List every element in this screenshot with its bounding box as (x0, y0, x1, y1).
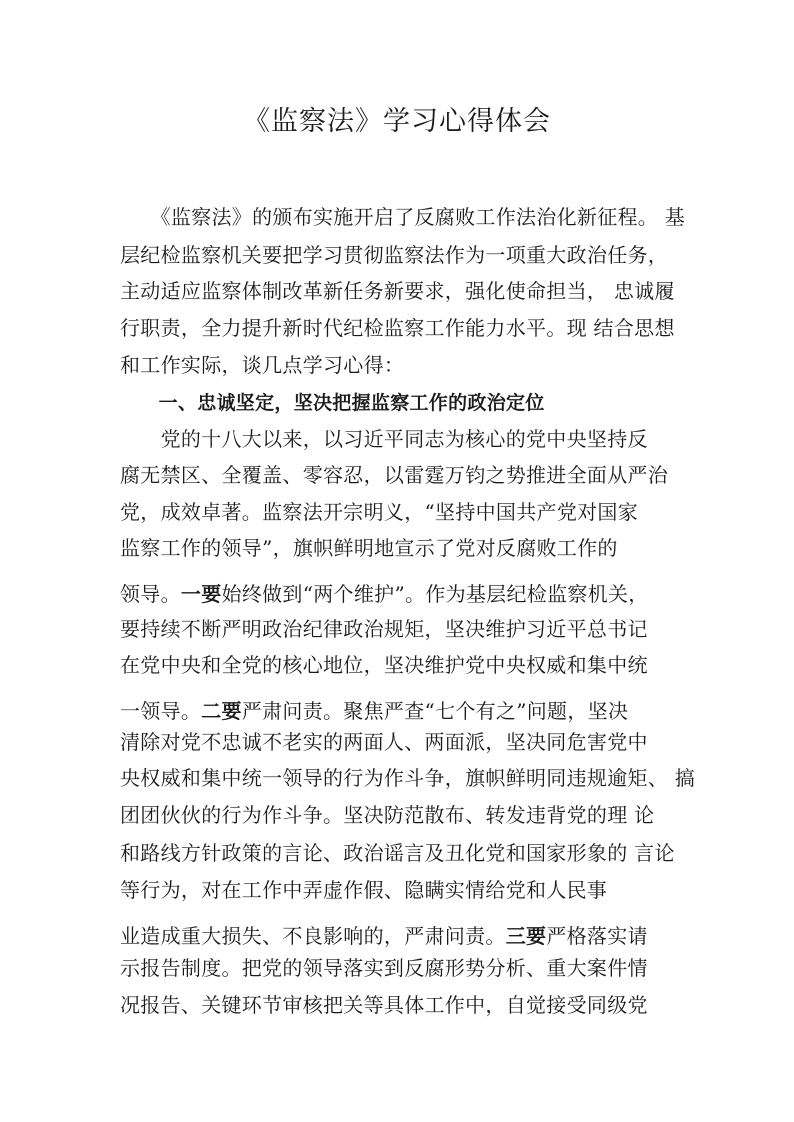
paragraph-line: 团团伙伙的行为作斗争。坚决防范散布、转发违背党的理 论 (120, 803, 655, 827)
emphasis-term: 三要 (505, 924, 547, 948)
paragraph-line: 行职责，全力提升新时代纪检监察工作能力水平。现 结合思想 (120, 316, 675, 340)
paragraph-line: 和工作实际，谈几点学习心得： (120, 353, 405, 377)
emphasis-term: 二要 (201, 699, 242, 723)
paragraph-line: 领导。一要始终做到“两个维护”。作为基层纪检监察机关， (120, 582, 649, 606)
page-title: 《监察法》学习心得体会 (243, 106, 551, 137)
section-heading: 一、忠诚坚定，坚决把握监察工作的政治定位 (120, 392, 545, 414)
paragraph-line: 一领导。二要严肃问责。聚焦严查“七个有之”问题，坚决 (120, 699, 629, 723)
paragraph-line: 清除对党不忠诚不老实的两面人、两面派，坚决同危害党中 (120, 730, 648, 754)
paragraph-line: 央权威和集中统一领导的行为作斗争，旗帜鲜明同违规逾矩、 搞 (120, 766, 696, 790)
paragraph-line: 层纪检监察机关要把学习贯彻监察法作为一项重大政治任务， (120, 243, 669, 267)
paragraph-line: 腐无禁区、全覆盖、零容忍，以雷霆万钧之势推进全面从严治 (120, 463, 669, 487)
paragraph-line: 监察工作的领导”，旗帜鲜明地宣示了党对反腐败工作的 (120, 536, 618, 560)
paragraph-line: 况报告、关键环节审核把关等具体工作中，自觉接受同级党 (120, 993, 648, 1017)
paragraph-line: 党，成效卓著。监察法开宗明义，“坚持中国共产党对国家 (120, 500, 639, 524)
paragraph-line: 和路线方针政策的言论、政治谣言及丑化党和国家形象的 言论 (120, 841, 675, 865)
paragraph-line: 党的十八大以来，以习近平同志为核心的党中央坚持反 (120, 427, 648, 451)
paragraph-line: 主动适应监察体制改革新任务新要求，强化使命担当， 忠诚履 (120, 279, 675, 303)
paragraph-line: 要持续不断严明政治纪律政治规矩，坚决维护习近平总书记 (120, 617, 648, 641)
paragraph-line: 在党中央和全党的核心地位，坚决维护党中央权威和集中统 (120, 653, 648, 677)
emphasis-term: 一要 (180, 582, 222, 606)
paragraph-line: 等行为，对在工作中弄虚作假、隐瞒实情给党和人民事 (120, 878, 608, 902)
paragraph-line: 示报告制度。把党的领导落实到反腐形势分析、重大案件情 (120, 956, 648, 980)
paragraph-line: 业造成重大损失、不良影响的，严肃问责。三要严格落实请 (120, 924, 648, 948)
paragraph-line: 《监察法》的颁布实施开启了反腐败工作法治化新征程。 基 (120, 205, 686, 229)
